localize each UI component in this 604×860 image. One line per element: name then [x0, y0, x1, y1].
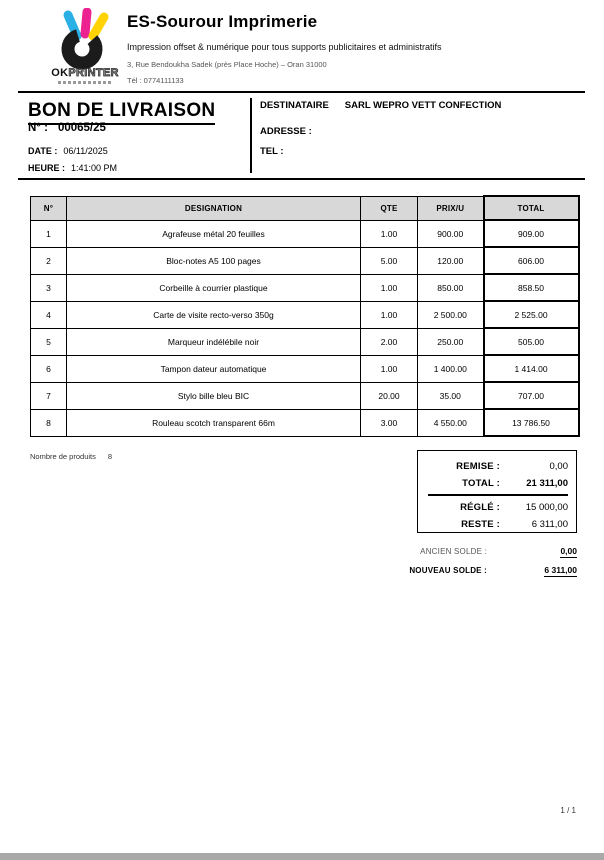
doc-date	[28, 146, 108, 156]
cell-unit-price: 120.00	[418, 247, 484, 274]
table-row	[31, 355, 579, 382]
cell-num: 7	[31, 382, 67, 409]
company-logo	[44, 8, 126, 84]
cell-unit-price: 900.00	[418, 220, 484, 247]
logo-brand-text: OKPRINTER	[51, 67, 119, 79]
cell-num: 8	[31, 409, 67, 436]
cell-unit-price: 850.00	[418, 274, 484, 301]
cell-unit-price: 2 500.00	[418, 301, 484, 328]
doc-number	[28, 122, 106, 134]
cell-designation: Carte de visite recto-verso 350g	[67, 301, 361, 328]
doc-title: BON DE LIVRAISON	[28, 100, 215, 125]
table-row	[31, 328, 579, 355]
cell-num: 4	[31, 301, 67, 328]
ancien-solde-label: ANCIEN SOLDE :	[420, 547, 487, 556]
recipient-row	[260, 100, 501, 111]
cell-designation: Tampon dateur automatique	[67, 355, 361, 382]
col-header-total: TOTAL	[484, 196, 579, 220]
doc-number-value: 00065/25	[57, 122, 106, 134]
col-header-unit-price: PRIX/U	[418, 196, 484, 220]
remise-row	[422, 458, 568, 475]
reste-label: RESTE :	[461, 518, 500, 530]
doc-date-label: DATE :	[28, 146, 58, 156]
nouveau-solde-label: NOUVEAU SOLDE :	[409, 566, 487, 575]
doc-time-value: 1:41:00 PM	[71, 163, 118, 173]
cell-qty: 1.00	[361, 274, 418, 301]
cell-qty: 1.00	[361, 220, 418, 247]
cell-qty: 2.00	[361, 328, 418, 355]
product-count-value: 8	[107, 452, 113, 461]
info-divider	[18, 178, 585, 180]
cell-num: 3	[31, 274, 67, 301]
cell-total: 909.00	[484, 220, 579, 247]
printer-logo-icon	[49, 8, 121, 70]
col-header-num: N°	[31, 196, 67, 220]
logo-tagline-decoration	[58, 81, 112, 84]
company-phone: Tél : 0774111133	[127, 76, 184, 85]
company-tagline: Impression offset & numérique pour tous supports publicitaires et administratifs	[127, 42, 442, 52]
cell-total: 505.00	[484, 328, 579, 355]
cell-designation: Bloc-notes A5 100 pages	[67, 247, 361, 274]
cell-designation: Agrafeuse métal 20 feuilles	[67, 220, 361, 247]
col-header-qty: QTE	[361, 196, 418, 220]
ancien-solde-row	[330, 546, 577, 565]
solde-section	[330, 546, 577, 584]
items-table	[30, 195, 580, 437]
table-row	[31, 220, 579, 247]
table-row	[31, 274, 579, 301]
col-header-designation: DESIGNATION	[67, 196, 361, 220]
total-row	[422, 475, 568, 492]
cell-unit-price: 1 400.00	[418, 355, 484, 382]
remise-value: 0,00	[549, 461, 568, 472]
doc-date-value: 06/11/2025	[63, 146, 108, 156]
recipient-address-row	[260, 126, 312, 137]
cell-num: 1	[31, 220, 67, 247]
recipient-value: SARL WEPRO VETT CONFECTION	[344, 100, 502, 111]
total-label: TOTAL :	[462, 478, 500, 489]
table-row	[31, 247, 579, 274]
product-count-label: Nombre de produits	[30, 452, 96, 461]
cell-qty: 20.00	[361, 382, 418, 409]
ancien-solde-value: 0,00	[560, 546, 577, 556]
cell-designation: Rouleau scotch transparent 66m	[67, 409, 361, 436]
cell-num: 5	[31, 328, 67, 355]
cell-qty: 1.00	[361, 355, 418, 382]
remise-label: REMISE :	[456, 461, 500, 472]
cell-total: 858.50	[484, 274, 579, 301]
cell-qty: 1.00	[361, 301, 418, 328]
recipient-tel-label: TEL :	[260, 146, 284, 157]
company-address: 3, Rue Bendoukha Sadek (près Place Hoche) – Oran 31000	[127, 60, 327, 69]
cell-qty: 5.00	[361, 247, 418, 274]
cell-total: 2 525.00	[484, 301, 579, 328]
cell-unit-price: 250.00	[418, 328, 484, 355]
doc-time-label: HEURE :	[28, 163, 66, 173]
recipient-label: DESTINATAIRE	[260, 100, 329, 111]
regle-value: 15 000,00	[525, 501, 568, 513]
recipient-address-label: ADRESSE :	[260, 126, 312, 137]
recipient-tel-row	[260, 146, 284, 157]
table-row	[31, 409, 579, 436]
cell-unit-price: 35.00	[418, 382, 484, 409]
doc-number-label: N° :	[28, 122, 48, 134]
cell-total: 1 414.00	[484, 355, 579, 382]
totals-separator	[428, 494, 568, 496]
page-number: 1 / 1	[560, 806, 576, 815]
cell-num: 2	[31, 247, 67, 274]
totals-box	[417, 450, 577, 533]
regle-row	[422, 499, 568, 516]
cell-designation: Corbeille à courrier plastique	[67, 274, 361, 301]
reste-row	[422, 516, 568, 533]
cell-total: 707.00	[484, 382, 579, 409]
cell-total: 13 786.50	[484, 409, 579, 436]
nouveau-solde-row	[330, 565, 577, 584]
table-row	[31, 382, 579, 409]
cell-qty: 3.00	[361, 409, 418, 436]
window-bottom-edge	[0, 853, 604, 860]
cell-unit-price: 4 550.00	[418, 409, 484, 436]
doc-time	[28, 163, 117, 173]
company-block	[127, 12, 587, 85]
regle-label: RÉGLÉ :	[460, 501, 500, 513]
cell-designation: Marqueur indélébile noir	[67, 328, 361, 355]
cell-num: 6	[31, 355, 67, 382]
table-header-row	[31, 196, 579, 220]
table-row	[31, 301, 579, 328]
cell-designation: Stylo bille bleu BIC	[67, 382, 361, 409]
cell-total: 606.00	[484, 247, 579, 274]
info-vertical-divider	[250, 98, 252, 173]
nouveau-solde-value: 6 311,00	[544, 565, 577, 575]
total-value: 21 311,00	[526, 478, 568, 489]
reste-value: 6 311,00	[531, 518, 568, 530]
product-count	[30, 452, 112, 461]
company-name: ES-Sourour Imprimerie	[127, 12, 318, 31]
doc-info-section	[0, 93, 604, 178]
